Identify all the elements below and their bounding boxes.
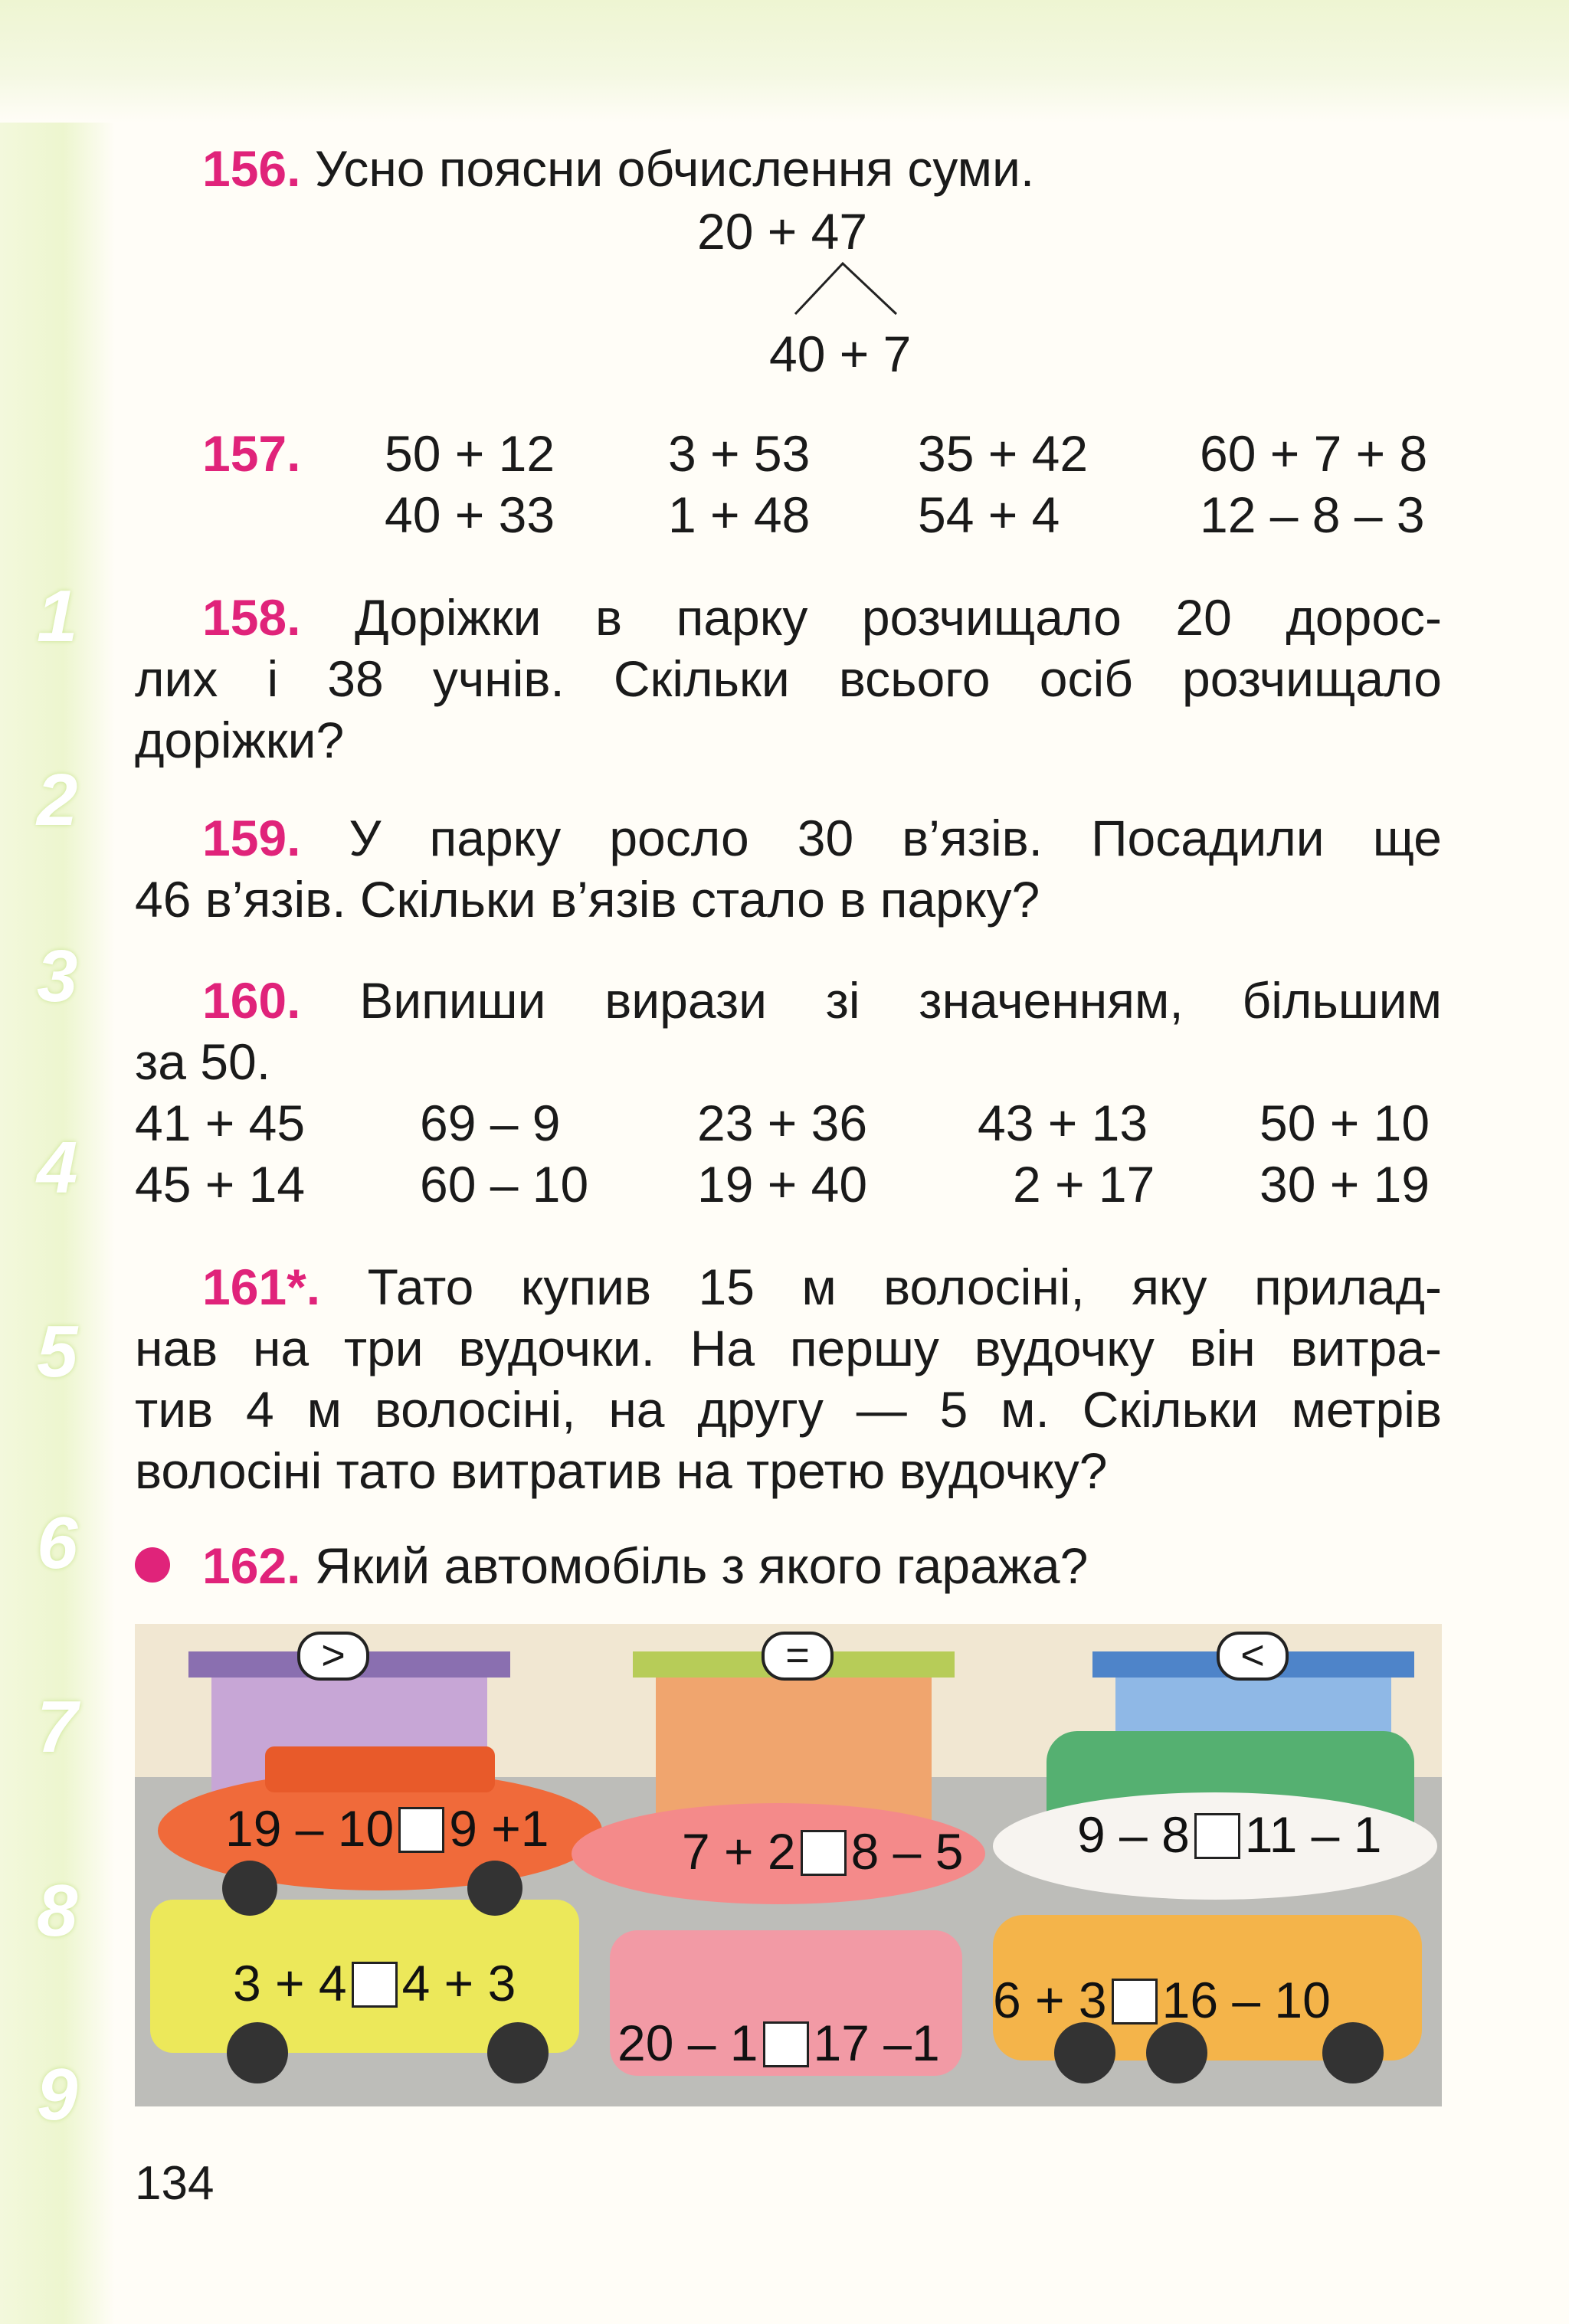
exercise-156-heading xyxy=(202,138,1034,199)
car-expression-6 xyxy=(993,1973,1331,2028)
expr-left: 6 + 3 xyxy=(993,1972,1107,2028)
garage-sign-less: < xyxy=(1217,1632,1289,1681)
sum-bottom: 40 + 7 xyxy=(769,326,912,382)
exercise-text-line: нав на три вудочки. На першу вудочку він витра- xyxy=(135,1320,1442,1376)
expr-left: 20 – 1 xyxy=(617,2015,758,2071)
exercise-text: Який автомобіль з якого гаража? xyxy=(314,1537,1089,1594)
expr-160: 41 + 45 xyxy=(135,1095,306,1151)
expr-right: 8 – 5 xyxy=(850,1823,964,1880)
expr-left: 3 + 4 xyxy=(233,1955,347,2011)
car-expression-2 xyxy=(682,1825,963,1879)
expr-157: 35 + 42 xyxy=(918,425,1089,482)
split-branch xyxy=(789,259,904,320)
expr-157: 54 + 4 xyxy=(918,486,1060,543)
exercise-160 xyxy=(135,970,1442,1092)
expr-157: 40 + 33 xyxy=(385,486,555,543)
answer-box[interactable] xyxy=(1194,1813,1240,1859)
side-number-9: 9 xyxy=(37,2054,78,2136)
expr-157: 12 – 8 – 3 xyxy=(1200,486,1425,543)
side-number-3: 3 xyxy=(37,935,78,1017)
bullet-icon xyxy=(135,1547,170,1583)
answer-box[interactable] xyxy=(352,1962,398,2008)
exercise-text-line: тив 4 м волосіні, на другу — 5 м. Скільки метрів xyxy=(135,1381,1442,1438)
exercise-number: 159. xyxy=(202,810,301,866)
expr-160: 69 – 9 xyxy=(420,1095,561,1151)
garage-sign-equal: = xyxy=(762,1632,834,1681)
garages-cars-illustration xyxy=(135,1624,1442,2106)
exercise-number: 160. xyxy=(202,972,301,1029)
expr-160: 2 + 17 xyxy=(1013,1156,1155,1213)
expr-left: 7 + 2 xyxy=(682,1823,796,1880)
page-number: 134 xyxy=(135,2157,215,2210)
exercise-text-line: У парку росло 30 в’язів. Посадили ще xyxy=(349,810,1442,866)
expr-right: 11 – 1 xyxy=(1244,1806,1382,1863)
exercise-text-line: волосіні тато витратив на третю вудочку? xyxy=(135,1442,1108,1499)
expr-157: 1 + 48 xyxy=(668,486,811,543)
expr-right: 17 –1 xyxy=(813,2015,940,2071)
exercise-text-line: Доріжки в парку розчищало 20 дорос- xyxy=(355,589,1442,646)
expr-right: 9 +1 xyxy=(449,1800,549,1857)
exercise-161 xyxy=(135,1256,1442,1501)
side-band xyxy=(0,123,115,2324)
exercise-text-line: 46 в’язів. Скільки в’язів стало в парку? xyxy=(135,871,1040,928)
expr-160: 45 + 14 xyxy=(135,1156,306,1213)
exercise-text: Усно поясни обчислення суми. xyxy=(314,140,1035,197)
garage-sign-greater: > xyxy=(297,1632,369,1681)
side-number-4: 4 xyxy=(37,1127,78,1209)
answer-box[interactable] xyxy=(1112,1979,1158,2024)
exercise-number: 162. xyxy=(202,1537,301,1594)
side-number-5: 5 xyxy=(37,1311,78,1393)
expr-left: 9 – 8 xyxy=(1077,1806,1190,1863)
side-number-6: 6 xyxy=(37,1502,78,1584)
expr-160: 50 + 10 xyxy=(1259,1095,1430,1151)
expr-160: 43 + 13 xyxy=(978,1095,1148,1151)
exercise-158 xyxy=(135,587,1442,771)
expr-157: 3 + 53 xyxy=(668,425,811,482)
expr-157: 50 + 12 xyxy=(385,425,555,482)
expr-160: 60 – 10 xyxy=(420,1156,589,1213)
answer-box[interactable] xyxy=(801,1830,847,1876)
side-number-1: 1 xyxy=(37,575,78,657)
expr-157: 60 + 7 + 8 xyxy=(1200,425,1428,482)
car-expression-4 xyxy=(233,1956,516,2011)
exercise-number: 158. xyxy=(202,589,301,646)
car-expression-1 xyxy=(225,1802,549,1856)
expr-left: 19 – 10 xyxy=(225,1800,395,1857)
expr-right: 4 + 3 xyxy=(401,1955,516,2011)
expr-160: 23 + 36 xyxy=(697,1095,868,1151)
exercise-text-line: лих і 38 учнів. Скільки всього осіб розчищало xyxy=(135,650,1442,707)
exercise-number: 156. xyxy=(202,140,301,197)
exercise-text-line: Тато купив 15 м волосіні, яку прилад- xyxy=(367,1259,1442,1315)
exercise-text-line: за 50. xyxy=(135,1033,271,1090)
side-number-8: 8 xyxy=(37,1870,78,1952)
side-number-7: 7 xyxy=(37,1686,78,1768)
top-band xyxy=(0,0,1569,123)
answer-box[interactable] xyxy=(763,2021,809,2067)
exercise-number: 161*. xyxy=(202,1259,321,1315)
car-expression-3 xyxy=(1077,1808,1381,1862)
sum-top: 20 + 47 xyxy=(697,203,868,260)
exercise-162-heading xyxy=(202,1535,1088,1596)
exercise-157-number: 157. xyxy=(202,425,301,482)
side-number-2: 2 xyxy=(37,759,78,841)
exercise-159 xyxy=(135,807,1442,930)
answer-box[interactable] xyxy=(398,1807,444,1853)
exercise-text-line: доріжки? xyxy=(135,712,345,768)
expr-160: 30 + 19 xyxy=(1259,1156,1430,1213)
expr-right: 16 – 10 xyxy=(1161,1972,1331,2028)
expr-160: 19 + 40 xyxy=(697,1156,868,1213)
exercise-text-line: Випиши вирази зі значенням, більшим xyxy=(359,972,1442,1029)
car-expression-5 xyxy=(617,2016,940,2070)
